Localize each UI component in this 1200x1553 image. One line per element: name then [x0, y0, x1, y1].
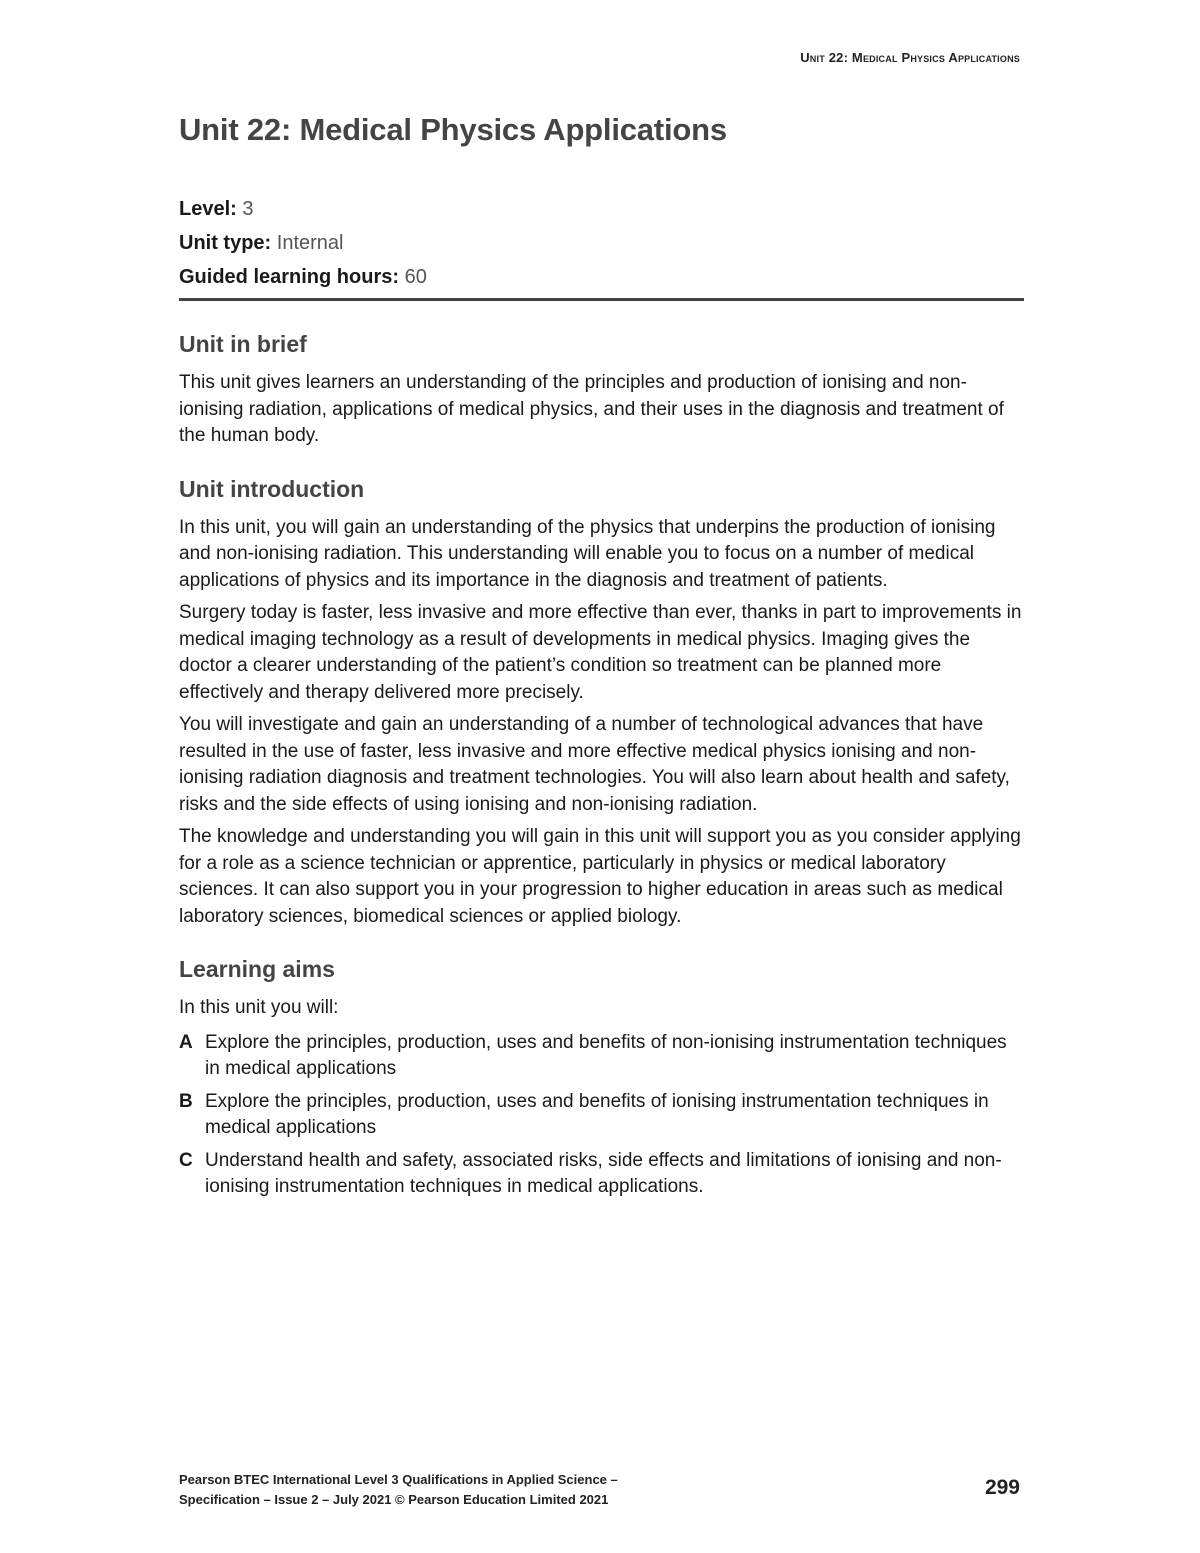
page-footer	[179, 1470, 618, 1510]
learning-aims-section	[179, 956, 1024, 1201]
learning-aims-intro: In this unit you will:	[179, 997, 339, 1018]
unit-in-brief-section	[179, 331, 1024, 450]
unit-type-line	[179, 226, 1024, 260]
intro-paragraph: Surgery today is faster, less invasive and more effective than ever, thanks in part to improvements in medical imaging technology as a result of developments in medical physics. Imaging gives the doctor a clearer understanding of the patient’s condition so treatment can be planned more effectively and therapy delivered more precisely.	[179, 602, 1022, 703]
page-number: 299	[984, 1476, 1020, 1499]
unit-meta	[179, 192, 1024, 294]
footer-line-2: Specification – Issue 2 – July 2021 © Pearson Education Limited 2021	[179, 1492, 609, 1507]
glh-label: Guided learning hours:	[179, 266, 400, 288]
unit-type-value: Internal	[276, 232, 344, 254]
learning-aims-heading: Learning aims	[179, 956, 335, 982]
intro-paragraph: The knowledge and understanding you will gain in this unit will support you as you consider applying for a role as a science technician or apprentice, particularly in physics or medical laboratory sciences. It can also support you in your progression to higher education in areas such as medical laboratory sciences, biomedical sciences or applied biology.	[179, 826, 1021, 927]
page-title: Unit 22: Medical Physics Applications	[179, 112, 727, 147]
level-line	[179, 192, 1024, 226]
aim-letter: C	[179, 1149, 193, 1171]
aim-letter: B	[179, 1090, 193, 1112]
aim-letter: A	[179, 1031, 193, 1053]
aim-text: Explore the principles, production, uses and benefits of non-ionising instrumentation techniques in medical applications	[205, 1031, 1007, 1079]
aim-text: Understand health and safety, associated risks, side effects and limitations of ionising and non-ionising instrumentation techniques in medical applications.	[205, 1149, 1002, 1197]
unit-in-brief-text: This unit gives learners an understanding of the principles and production of ionising and non-ionising radiation, applications of medical physics, and their uses in the diagnosis and treatment of the human body.	[179, 372, 1004, 446]
intro-paragraph: In this unit, you will gain an understanding of the physics that underpins the production of ionising and non-ionising radiation. This understanding will enable you to focus on a number of medical applications of physics and its importance in the diagnosis and treatment of patients.	[179, 516, 996, 591]
divider	[179, 298, 1024, 301]
level-label: Level:	[179, 198, 237, 220]
unit-introduction-section	[179, 476, 1024, 931]
page-content	[179, 112, 1024, 1227]
list-item	[179, 1148, 1024, 1201]
footer-line-1: Pearson BTEC International Level 3 Qualifications in Applied Science –	[179, 1472, 618, 1487]
level-value: 3	[242, 198, 254, 220]
glh-line	[179, 260, 1024, 294]
unit-introduction-heading: Unit introduction	[179, 475, 365, 502]
list-item	[179, 1030, 1024, 1083]
list-item	[179, 1089, 1024, 1142]
learning-aims-list	[179, 1030, 1024, 1201]
running-header: Unit 22: Medical Physics Applications	[800, 50, 1020, 65]
aim-text: Explore the principles, production, uses and benefits of ionising instrumentation techniques in medical applications	[205, 1090, 989, 1138]
unit-in-brief-heading: Unit in brief	[179, 331, 307, 357]
unit-type-label: Unit type:	[179, 232, 272, 254]
intro-paragraph: You will investigate and gain an understanding of a number of technological advances that have resulted in the use of faster, less invasive and more effective medical physics ionising and non-ionising radiation diagnosis and treatment technologies. You will also learn about health and safety, risks and the side effects of using ionising and non-ionising radiation.	[179, 714, 1010, 815]
glh-value: 60	[404, 266, 427, 288]
